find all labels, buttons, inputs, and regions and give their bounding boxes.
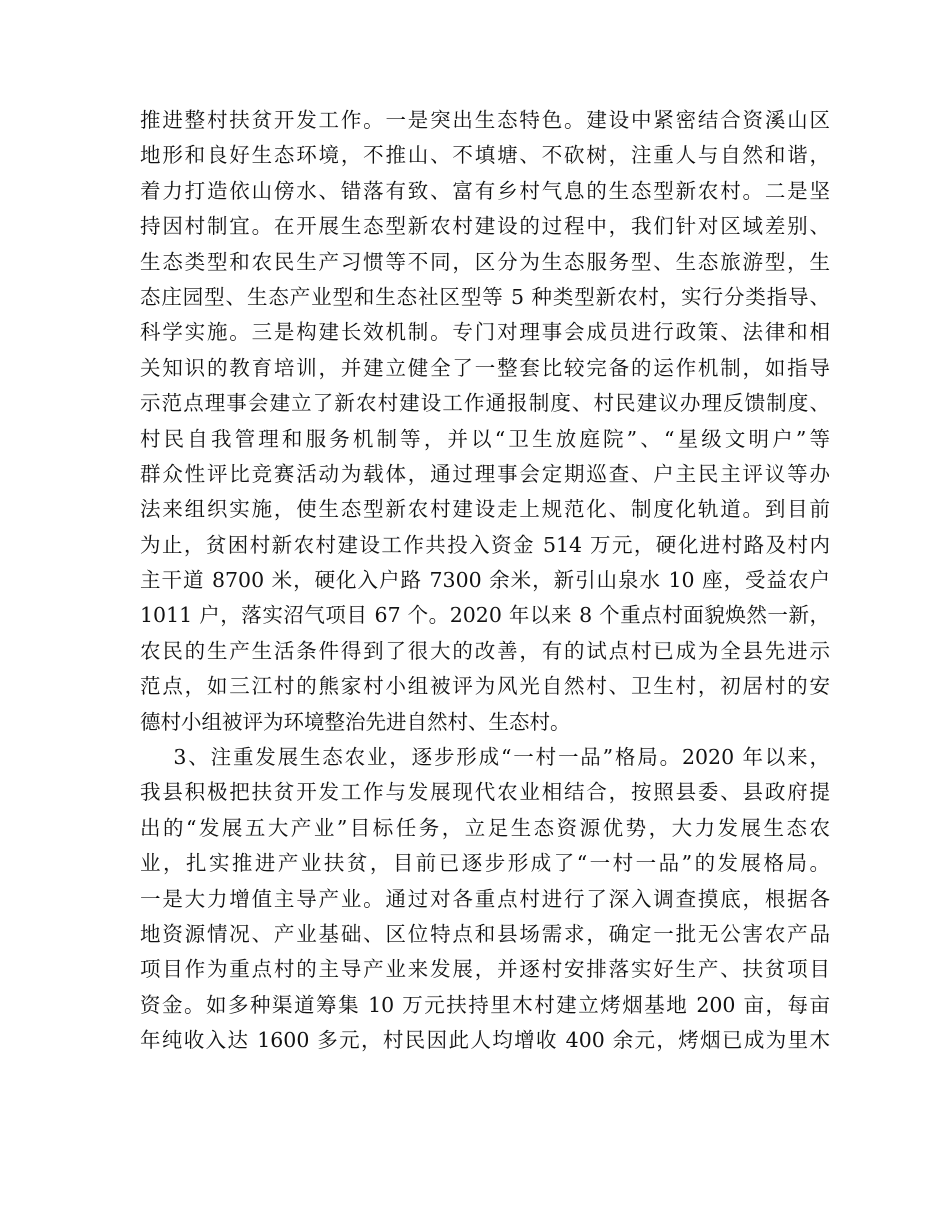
text-line: 群众性评比竞赛活动为载体，通过理事会定期巡查、户主民主评议等办 — [140, 461, 830, 486]
text-line: 推进整村扶贫开发工作。一是突出生态特色。建设中紧密结合资溪山区 — [140, 108, 830, 132]
text-line: 德村小组被评为环境整治先进自然村、生态村。 — [140, 709, 571, 734]
text-line: 科学实施。三是构建长效机制。专门对理事会成员进行政策、法律和相 — [140, 320, 830, 345]
text-line: 主干道 8700 米，硬化入户路 7300 余米，新引山泉水 10 座，受益农户 — [140, 568, 830, 593]
text-line: 范点，如三江村的熊家村小组被评为风光自然村、卫生村，初居村的安 — [140, 674, 830, 699]
text-line: 一是大力增值主导产业。通过对各重点村进行了深入调查摸底，根据各 — [140, 886, 830, 911]
text-line: 示范点理事会建立了新农村建设工作通报制度、村民建议办理反馈制度、 — [140, 391, 830, 416]
text-line: 资金。如多种渠道筹集 10 万元扶持里木村建立烤烟基地 200 亩，每亩 — [140, 992, 830, 1017]
text-line: 生态类型和农民生产习惯等不同，区分为生态服务型、生态旅游型，生 — [140, 249, 830, 274]
text-line: 业，扎实推进产业扶贫，目前已逐步形成了“一村一品”的发展格局。 — [140, 851, 830, 876]
text-line: 地资源情况、产业基础、区位特点和县场需求，确定一批无公害农产品 — [140, 921, 830, 946]
text-line: 态庄园型、生态产业型和生态社区型等 5 种类型新农村，实行分类指导、 — [140, 284, 830, 309]
text-line: 1011 户，落实沼气项目 67 个。2020 年以来 8 个重点村面貌焕然一新， — [140, 603, 830, 628]
body-text — [140, 103, 830, 1059]
text-line: 持因村制宜。在开展生态型新农村建设的过程中，我们针对区域差别、 — [140, 214, 830, 239]
text-line: 关知识的教育培训，并建立健全了一整套比较完备的运作机制，如指导 — [140, 355, 830, 380]
text-line: 出的“发展五大产业”目标任务，立足生态资源优势，大力发展生态农 — [140, 815, 830, 840]
text-line: 项目作为重点村的主导产业来发展，并逐村安排落实好生产、扶贫项目 — [140, 957, 830, 982]
text-line: 3、注重发展生态农业，逐步形成“一村一品”格局。2020 年以来， — [140, 745, 830, 770]
text-line: 为止，贫困村新农村建设工作共投入资金 514 万元，硬化进村路及村内 — [140, 532, 830, 557]
text-line: 着力打造依山傍水、错落有致、富有乡村气息的生态型新农村。二是坚 — [140, 178, 830, 203]
text-line: 年纯收入达 1600 多元，村民因此人均增收 400 余元，烤烟已成为里木 — [140, 1028, 830, 1053]
text-line: 法来组织实施，使生态型新农村建设走上规范化、制度化轨道。到目前 — [140, 497, 830, 522]
text-line: 村民自我管理和服务机制等，并以“卫生放庭院”、“星级文明户”等 — [140, 426, 830, 451]
text-line: 我县积极把扶贫开发工作与发展现代农业相结合，按照县委、县政府提 — [140, 780, 830, 805]
text-line: 地形和良好生态环境，不推山、不填塘、不砍树，注重人与自然和谐， — [140, 143, 830, 168]
text-line: 农民的生产生活条件得到了很大的改善，有的试点村已成为全县先进示 — [140, 638, 830, 663]
